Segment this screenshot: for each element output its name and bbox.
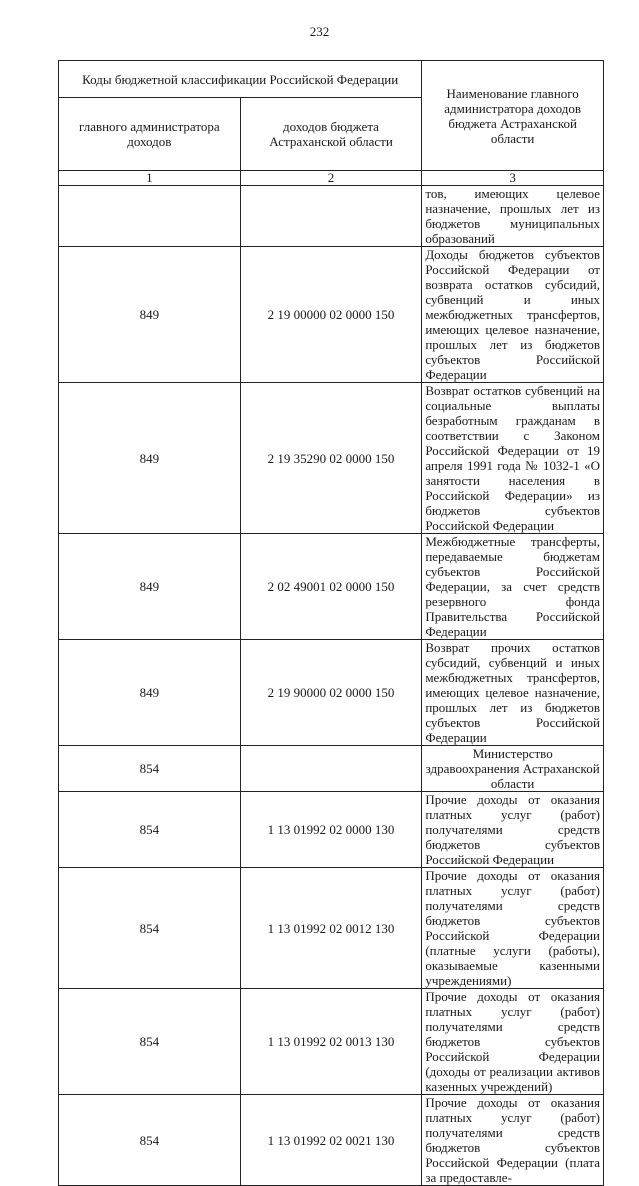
- table-row: [59, 746, 604, 792]
- column-number: 2: [240, 171, 422, 186]
- admin-code-cell: 849: [59, 247, 241, 383]
- description-cell: Прочие доходы от оказания платных услуг (работ) получателями средств бюджетов субъектов Российской Федерации (доходы от реализации активов казенных учреждений): [422, 989, 604, 1095]
- revenue-code-cell: 1 13 01992 02 0012 130: [240, 868, 422, 989]
- admin-code-cell: 854: [59, 989, 241, 1095]
- header-main-administrator: главного администратора доходов: [59, 98, 241, 171]
- header-codes-group: Коды бюджетной классификации Российской Федерации: [59, 61, 422, 98]
- revenue-code-cell: 1 13 01992 02 0000 130: [240, 792, 422, 868]
- table-row: [59, 989, 604, 1095]
- description-cell: тов, имеющих целевое назначение, прошлых лет из бюджетов муниципальных образований: [422, 186, 604, 247]
- admin-code-cell: 854: [59, 1095, 241, 1186]
- column-number: 1: [59, 171, 241, 186]
- table-row: [59, 534, 604, 640]
- table-row: [59, 792, 604, 868]
- admin-code-cell: 849: [59, 534, 241, 640]
- table-body: [59, 186, 604, 1186]
- revenue-code-cell: [240, 186, 422, 247]
- description-cell: Прочие доходы от оказания платных услуг (работ) получателями средств бюджетов субъектов Российской Федерации: [422, 792, 604, 868]
- description-cell: Прочие доходы от оказания платных услуг (работ) получателями средств бюджетов субъектов Российской Федерации (плата за предоставле-: [422, 1095, 604, 1186]
- header-administrator-name: Наименование главного администратора доходов бюджета Астраханской области: [422, 61, 604, 171]
- admin-code-cell: [59, 186, 241, 247]
- table-row: [59, 640, 604, 746]
- description-cell: Доходы бюджетов субъектов Российской Федерации от возврата остатков субсидий, субвенций и иных межбюджетных трансфертов, имеющих целевое назначение, прошлых лет из бюджетов субъектов Российской Федерации: [422, 247, 604, 383]
- column-number-row: [59, 171, 604, 186]
- revenue-code-cell: 1 13 01992 02 0021 130: [240, 1095, 422, 1186]
- admin-code-cell: 854: [59, 792, 241, 868]
- header-revenue-code: доходов бюджета Астраханской области: [240, 98, 422, 171]
- description-cell: Министерство здравоохранения Астраханской области: [422, 746, 604, 792]
- description-cell: Прочие доходы от оказания платных услуг (работ) получателями средств бюджетов субъектов Российской Федерации (платные услуги (работы), оказываемые казенными учреждениями): [422, 868, 604, 989]
- revenue-code-cell: 2 19 90000 02 0000 150: [240, 640, 422, 746]
- table-row: [59, 186, 604, 247]
- admin-code-cell: 849: [59, 383, 241, 534]
- page-number: 232: [309, 24, 330, 39]
- table-row: [59, 383, 604, 534]
- description-cell: Возврат остатков субвенций на социальные выплаты безработным гражданам в соответствии с Законом Российской Федерации от 19 апреля 1991 года № 1032-1 «О занятости населения в Российской Федерации» из бюджетов субъектов Российской Федерации: [422, 383, 604, 534]
- admin-code-cell: 849: [59, 640, 241, 746]
- table-row: [59, 247, 604, 383]
- budget-classification-table: [58, 60, 604, 1186]
- table-row: [59, 868, 604, 989]
- revenue-code-cell: [240, 746, 422, 792]
- revenue-code-cell: 1 13 01992 02 0013 130: [240, 989, 422, 1095]
- description-cell: Возврат прочих остатков субсидий, субвенций и иных межбюджетных трансфертов, имеющих целевое назначение, прошлых лет из бюджетов субъектов Российской Федерации: [422, 640, 604, 746]
- revenue-code-cell: 2 19 00000 02 0000 150: [240, 247, 422, 383]
- description-cell: Межбюджетные трансферты, передаваемые бюджетам субъектов Российской Федерации, за счет средств резервного фонда Правительства Российской Федерации: [422, 534, 604, 640]
- revenue-code-cell: 2 19 35290 02 0000 150: [240, 383, 422, 534]
- admin-code-cell: 854: [59, 868, 241, 989]
- revenue-code-cell: 2 02 49001 02 0000 150: [240, 534, 422, 640]
- table-row: [59, 1095, 604, 1186]
- admin-code-cell: 854: [59, 746, 241, 792]
- column-number: 3: [422, 171, 604, 186]
